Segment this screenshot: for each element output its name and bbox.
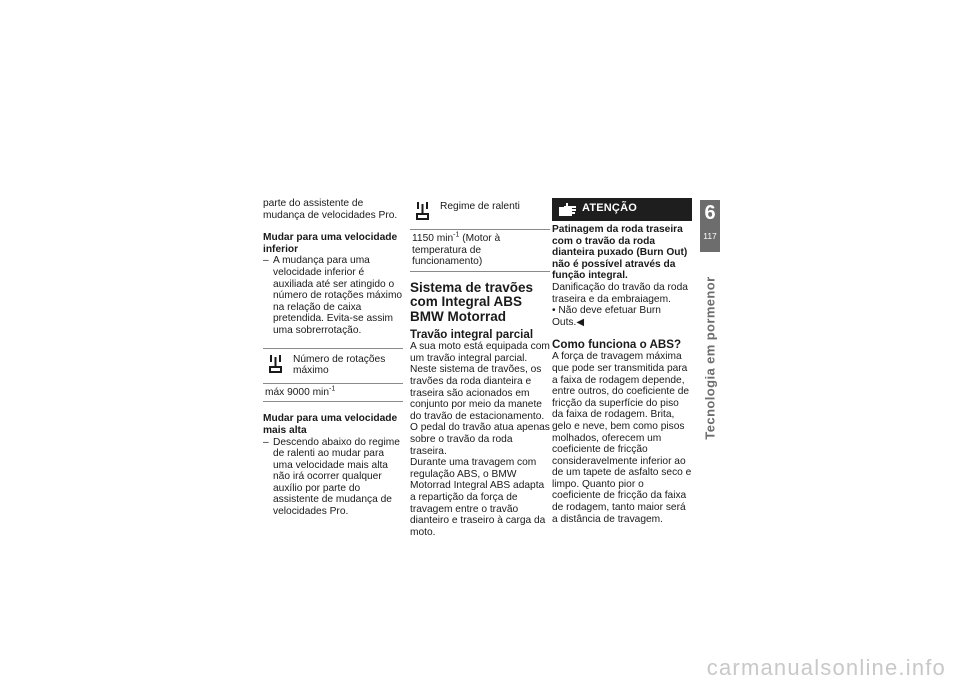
spec-value [410, 229, 550, 271]
end-marker-icon: ◀ [576, 316, 585, 328]
chapter-side-title [699, 263, 721, 453]
chapter-tab [700, 200, 720, 252]
spec-box-header [263, 349, 403, 383]
bullet-marker: • [552, 305, 556, 317]
list-item-text: Descendo abaixo do regime de ralenti ao mudar para uma velocidade mais alta não irá ocorrer qualquer auxílio por parte do assistente de mudança de velocidades Pro. [273, 436, 400, 518]
spec-label: Número de rotações máximo [293, 353, 386, 377]
heading-shift-up: Mudar para uma velocidade mais alta [263, 413, 398, 436]
heading-partial-integral-brake: Travão integral parcial [410, 328, 534, 342]
page-number: 117 [703, 231, 717, 241]
warning-instruction-text: Não deve efetuar Burn Outs. [552, 305, 661, 328]
dash-marker: – [263, 436, 269, 448]
heading-brake-system: Sistema de travões com Integral ABS BMW Motorrad [410, 279, 534, 324]
dash-marker: – [263, 255, 269, 267]
warning-consequence: Danificação do travão da roda traseira e da embraiagem. [552, 281, 688, 305]
list-item-shift-up [263, 437, 403, 518]
list-item-shift-down [263, 255, 403, 336]
watermark: carmanualsonline.info [706, 655, 946, 680]
paragraph-abs: A força de travagem máxima que pode ser transmitida para a faixa de rodagem depende, entre outros, do coeficiente de fricção da superfície do piso da faixa de rodagem. Brita, gelo e neve, bem como pisos molhados, oferecem um coeficiente de fricção consideravelmente inferior ao de um tapete de asfalto seco e limpo. Quanto pior o coeficiente de fricção da faixa de rodagem, tanto maior será a distância de travagem. [552, 351, 692, 525]
column-1 [263, 198, 403, 518]
paragraph-abs-regulation: Durante uma travagem com regulação ABS, o BMW Motorrad Integral ABS adapta a repartição da força de travagem entre o travão dianteiro e traseiro à carga da moto. [410, 457, 546, 538]
tachometer-icon [415, 201, 430, 221]
heading-shift-down: Mudar para uma velocidade inferior [263, 232, 398, 255]
heading-how-abs-works: Como funciona o ABS? [552, 338, 682, 352]
spec-value-text: máx 9000 min [265, 386, 329, 398]
warning-label: ATENÇÃO [582, 202, 637, 214]
tachometer-icon [268, 354, 283, 374]
chapter-number: 6 [704, 202, 716, 224]
spec-value-text: 1150 min [412, 233, 454, 244]
column-3 [552, 198, 692, 525]
spec-box-idle-rpm [410, 198, 550, 272]
spec-value [263, 383, 403, 402]
column-2 [410, 198, 550, 538]
spec-value-exponent: -1 [329, 385, 336, 393]
spec-value-exponent: -1 [453, 231, 460, 239]
paragraph-partial-integral: A sua moto está equipada com um travão integral parcial. Neste sistema de travões, os travões da roda dianteira e traseira são acionados em conjunto por meio da manete do travão de estacionamento. O pedal do travão atua apenas sobre o travão da roda traseira. [410, 341, 550, 457]
spec-label: Regime de ralenti [440, 201, 520, 212]
chapter-title: Tecnologia em pormenor [702, 276, 718, 440]
warning-hand-icon [559, 203, 577, 217]
warning-bar [552, 198, 692, 221]
list-item-text: A mudança para uma velocidade inferior é auxiliada até ser atingido o número de rotações máximo na relação de caixa pretendida. Evita-se assim uma sobrerrotação. [273, 255, 403, 336]
spec-box-max-rpm [263, 348, 403, 403]
spec-value-note: (Motor à temperatura de funcionamento) [412, 233, 501, 268]
intro-text: parte do assistente de mudança de velocidades Pro. [263, 198, 398, 221]
spec-box-header [410, 198, 550, 229]
warning-heading: Patinagem da roda traseira com o travão da roda dianteira puxado (Burn Out) não é possível através da função integral. [552, 224, 688, 282]
warning-instruction [552, 305, 692, 328]
